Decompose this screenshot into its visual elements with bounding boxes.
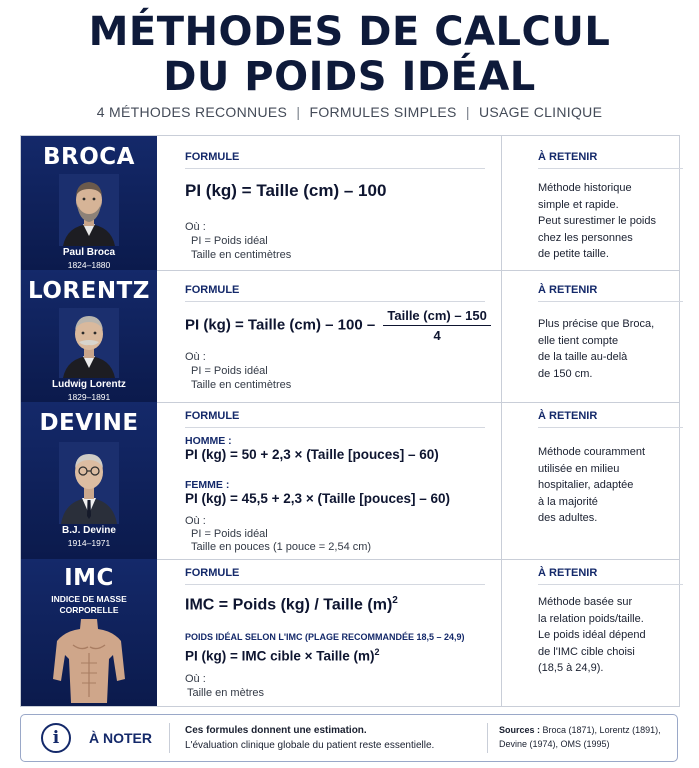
broca-portrait [59, 174, 119, 246]
sources-text: Broca (1871), Lorentz (1891), Devine (1974), OMS (1995) [499, 725, 661, 749]
where-line: PI = Poids idéal [191, 365, 268, 377]
subtitle-part-1: 4 MÉTHODES RECONNUES [96, 104, 288, 120]
where-block [185, 672, 264, 700]
method-row-devine [21, 402, 679, 560]
person-dates: 1914–1971 [67, 538, 111, 548]
note-line: simple et rapide. [538, 198, 619, 211]
note-line: Le poids idéal dépend [538, 629, 646, 641]
page-title [0, 10, 699, 100]
fraction-denominator: 4 [433, 328, 441, 343]
imc-subtitle [21, 594, 157, 616]
note-text [538, 180, 673, 263]
note-footer [20, 714, 678, 762]
divider [538, 168, 683, 169]
formula-exponent: 2 [374, 647, 380, 657]
where-block [185, 350, 291, 392]
note-text [538, 594, 673, 677]
note-line: Plus précise que Broca, [538, 318, 655, 330]
formula-panel [171, 136, 491, 270]
where-label: Où : [185, 673, 206, 685]
where-label: Où : [185, 351, 206, 363]
femme-formula: PI (kg) = 45,5 + 2,3 × (Taille [pouces] – 60) [185, 491, 450, 506]
subtitle-part-2: FORMULES SIMPLES [309, 104, 457, 120]
person-name: B.J. Devine [62, 525, 116, 536]
formula-text-2 [185, 647, 380, 664]
footer-line-2: L'évaluation clinique globale du patient reste essentielle. [185, 740, 435, 751]
formula-base: IMC = Poids (kg) / Taille (m) [185, 596, 393, 614]
method-panel-lorentz [21, 270, 157, 402]
formula-panel [171, 402, 491, 559]
note-line: chez les personnes [538, 231, 633, 244]
note-line: de petite taille. [538, 248, 609, 260]
page-subtitle [0, 104, 699, 120]
fraction-numerator: Taille (cm) – 150 [383, 308, 490, 326]
footer-line-1: Ces formules donnent une estimation. [185, 725, 367, 736]
retenir-label: À RETENIR [538, 284, 598, 296]
person-name: Paul Broca [62, 247, 116, 258]
column-divider [501, 270, 502, 402]
formula-label: FORMULE [185, 284, 240, 296]
method-row-imc [21, 559, 679, 706]
method-name: LORENTZ [28, 278, 150, 304]
subtitle-separator: | [296, 104, 301, 120]
formula-text [185, 595, 398, 614]
formula-main: PI (kg) = Taille (cm) – 100 – [185, 316, 376, 334]
note-line: Méthode couramment [538, 446, 645, 458]
title-line-1: MÉTHODES DE CALCUL [88, 9, 611, 55]
note-line: de 150 cm. [538, 367, 593, 380]
where-line: Taille en centimètres [191, 249, 292, 261]
method-panel-imc [21, 559, 157, 706]
method-row-broca [21, 136, 679, 271]
column-divider [501, 559, 502, 706]
divider [185, 584, 485, 585]
note-line: de l'IMC cible choisi [538, 645, 635, 658]
where-label: Où : [185, 515, 206, 527]
note-panel [516, 136, 666, 270]
info-icon: i [41, 723, 71, 753]
divider [185, 301, 485, 302]
footer-divider [169, 723, 170, 753]
note-line: elle tient compte [538, 334, 619, 347]
retenir-label: À RETENIR [538, 151, 598, 163]
formula-fraction [383, 308, 490, 343]
femme-label: FEMME : [185, 479, 230, 491]
note-line: Peut surestimer le poids [538, 215, 656, 227]
footer-text [185, 723, 434, 753]
sources-label: Sources : [499, 725, 541, 735]
lorentz-portrait [59, 308, 119, 378]
formula-text [185, 308, 491, 343]
subtitle-part-3: USAGE CLINIQUE [478, 104, 603, 120]
retenir-label: À RETENIR [538, 567, 598, 579]
subtitle-separator: | [465, 104, 470, 120]
homme-label: HOMME : [185, 435, 232, 447]
formula-text: PI (kg) = Taille (cm) – 100 [185, 181, 387, 200]
note-line: à la majorité [538, 495, 598, 508]
title-line-2: DU POIDS IDÉAL [163, 54, 536, 100]
where-line: Taille en centimètres [191, 379, 292, 391]
formula-panel [171, 270, 491, 402]
note-panel [516, 559, 666, 706]
methods-table [20, 135, 680, 707]
where-line: Taille en mètres [187, 687, 265, 699]
formula-exponent: 2 [392, 595, 398, 606]
note-line: utilisée en milieu [538, 462, 620, 475]
method-row-lorentz [21, 270, 679, 403]
note-line: la relation poids/taille. [538, 612, 644, 625]
torso-illustration [51, 619, 127, 703]
note-line: Méthode historique [538, 182, 632, 194]
formula-label: FORMULE [185, 567, 240, 579]
divider [538, 584, 683, 585]
retenir-label: À RETENIR [538, 410, 598, 422]
column-divider [501, 402, 502, 559]
note-text [538, 316, 673, 382]
note-panel [516, 270, 666, 402]
footer-divider [487, 723, 488, 753]
divider [185, 427, 485, 428]
method-panel-broca [21, 136, 157, 270]
where-block [185, 220, 291, 262]
divider [185, 168, 485, 169]
note-line: (18,5 à 24,9). [538, 662, 604, 674]
note-line: hospitalier, adaptée [538, 479, 634, 491]
formula-panel [171, 559, 491, 706]
where-label: Où : [185, 221, 206, 233]
formula2-base: PI (kg) = IMC cible × Taille (m) [185, 648, 375, 664]
person-name: Ludwig Lorentz [52, 379, 126, 390]
note-line: Méthode basée sur [538, 596, 633, 608]
method-name: BROCA [43, 144, 135, 170]
where-line: PI = Poids idéal [191, 528, 268, 540]
column-divider [501, 136, 502, 270]
formula-label: FORMULE [185, 151, 240, 163]
method-panel-devine [21, 402, 157, 559]
note-line: de la taille au-delà [538, 351, 628, 363]
method-name: DEVINE [39, 410, 139, 436]
imc-sub-label: POIDS IDÉAL SELON L'IMC (PLAGE RECOMMANDÉE 18,5 – 24,9) [185, 632, 465, 642]
footer-label: À NOTER [89, 730, 152, 746]
imc-subtitle-line: INDICE DE MASSE [51, 594, 127, 604]
method-name: IMC [64, 565, 114, 591]
where-line: Taille en pouces (1 pouce = 2,54 cm) [191, 541, 372, 553]
where-block [185, 515, 371, 554]
note-panel [516, 402, 666, 559]
person-dates: 1824–1880 [67, 260, 111, 270]
where-line: PI = Poids idéal [191, 235, 268, 247]
note-line: des adultes. [538, 512, 598, 524]
homme-formula: PI (kg) = 50 + 2,3 × (Taille [pouces] – 60) [185, 447, 439, 462]
person-dates: 1829–1891 [67, 392, 111, 402]
divider [538, 427, 683, 428]
note-text [538, 444, 673, 527]
footer-sources [499, 723, 674, 751]
devine-portrait [59, 442, 119, 524]
divider [538, 301, 683, 302]
imc-subtitle-line: CORPORELLE [59, 605, 119, 615]
formula-label: FORMULE [185, 410, 240, 422]
